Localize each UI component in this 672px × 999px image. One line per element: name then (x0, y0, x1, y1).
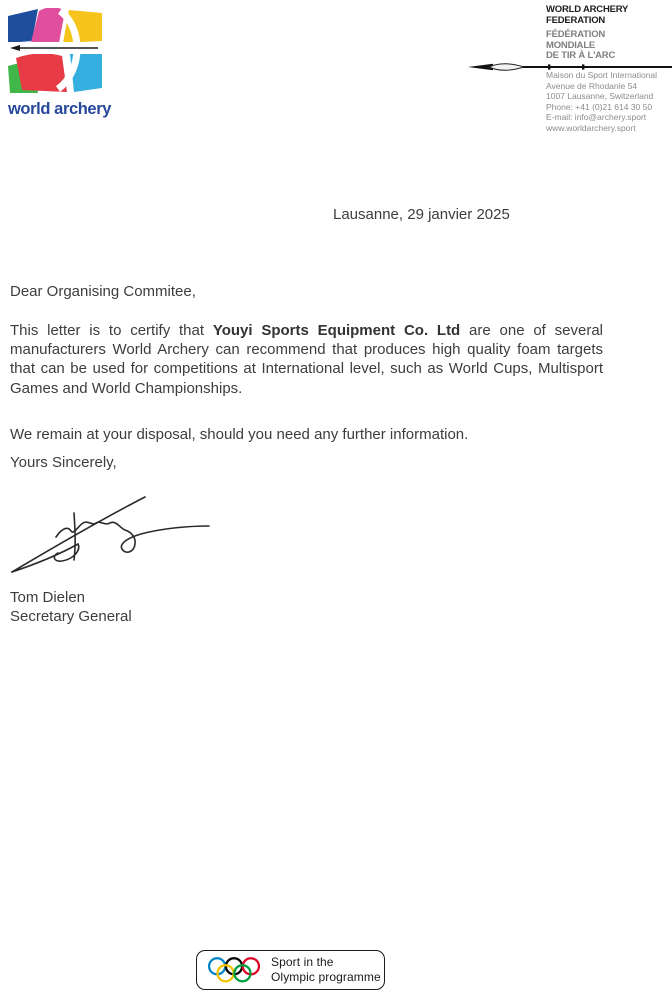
company-name: Youyi Sports Equipment Co. Ltd (212, 322, 461, 339)
address-email: E-mail: info@archery.sport (546, 112, 647, 123)
olympic-rings-icon (206, 955, 262, 985)
signer-name: Tom Dielen (10, 589, 86, 606)
org-name-fr-line: FÉDÉRATION (546, 29, 606, 40)
badge-text-line2: Olympic programme (271, 970, 381, 984)
world-archery-logo-icon (8, 8, 102, 93)
letter-valediction: Yours Sincerely, (10, 454, 117, 471)
federation-name-block (546, 5, 628, 62)
address-website: www.worldarchery.sport (546, 122, 636, 133)
world-archery-wordmark: world archery (8, 100, 112, 118)
letter-body-paragraph (10, 321, 603, 398)
letter-dateline: Lausanne, 29 janvier 2025 (333, 206, 510, 223)
address-line: Avenue de Rhodanie 54 (546, 80, 638, 91)
org-name-line: WORLD ARCHERY (546, 4, 629, 15)
address-phone: Phone: +41 (0)21 614 30 50 (546, 101, 653, 112)
badge-text-line1: Sport in the (271, 955, 334, 969)
signer-title: Secretary General (10, 608, 132, 625)
address-block (546, 70, 657, 134)
world-archery-logo (8, 8, 112, 119)
body-text-before-bold: This letter is to certify that (10, 322, 213, 339)
letter-salutation: Dear Organising Commitee, (10, 283, 196, 300)
org-name-line: FEDERATION (546, 14, 606, 26)
org-name-fr-line: MONDIALE (546, 39, 596, 51)
letter-closing-paragraph: We remain at your disposal, should you need any further information. (10, 426, 469, 443)
signature-icon (4, 486, 216, 578)
address-line: Maison du Sport International (546, 70, 658, 80)
badge-text (271, 955, 381, 985)
olympic-programme-badge (196, 950, 385, 990)
address-line: 1007 Lausanne, Switzerland (546, 91, 654, 102)
body-text-after-bold: are one of several manufacturers World Archery can recommend that produces high quality foam targets that can be used for competitions at International level, such as World Cups, Multisport Games and World Championships. (10, 322, 603, 397)
org-name-fr-line: DE TIR À L'ARC (546, 50, 616, 61)
